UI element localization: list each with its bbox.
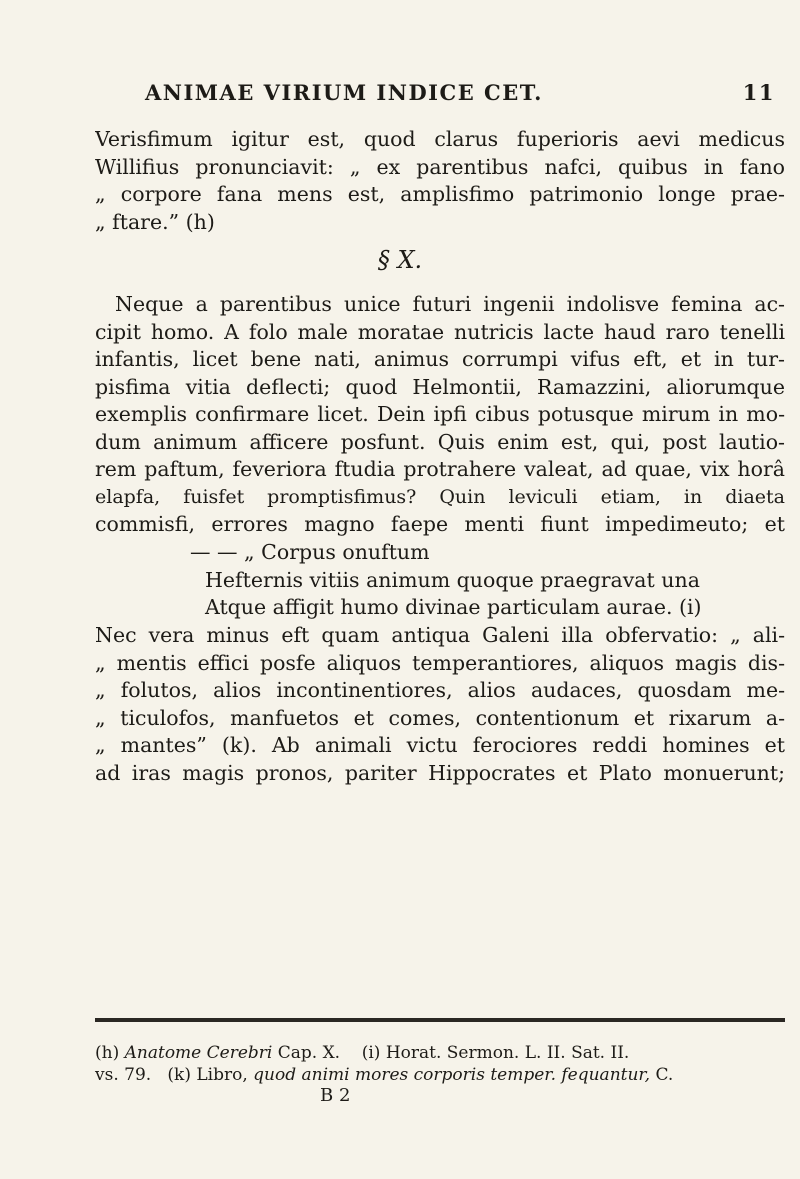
text-line: ad iras magis pronos, pariter Hippocrates et Plato monuerunt; (95, 760, 785, 785)
text-line: „ folutos, alios incontinentiores, alios audaces, quosdam me- (95, 678, 785, 702)
text-line: dum animum afficere posfunt. Quis enim est, qui, post lautio- (95, 429, 785, 454)
footnote-i-ref: Horat. Sermon. L. II. Sat. II. (385, 1043, 630, 1063)
footnote-h-title: Anatome Cerebri (124, 1043, 273, 1063)
text-line: infantis, licet bene nati, animus corrumpi vifus eft, et in tur- (95, 347, 785, 371)
footnotes (95, 1042, 795, 1086)
footnote-h-ref: Cap. X. (277, 1043, 341, 1063)
text-line: commisfi, errores magno faepe menti fiunt impedimeuto; et (95, 512, 785, 536)
text-line: Nec vera minus eft quam antiqua Galeni illa obfervatio: „ ali- (95, 623, 785, 647)
text-line: elapfa, fuisfet promptisfimus? Quin leviculi etiam, in diaeta (95, 485, 785, 508)
footnote-k-ref: Libro, (196, 1065, 248, 1085)
paragraph-3 (95, 622, 785, 787)
footnote-rule (95, 1018, 785, 1022)
verse-quotation (95, 539, 785, 622)
text-line: exemplis confirmare licet. Dein ipfi cibus potusque mirum in mo- (95, 402, 785, 426)
section-heading: § X. (377, 246, 423, 274)
paragraph-1 (95, 126, 785, 236)
text-line: Verisfimum igitur est, quod clarus fuperioris aevi medicus (95, 127, 785, 151)
text-line: „ mantes” (k). Ab animali victu ferociores reddi homines et (95, 733, 785, 757)
paragraph-2 (95, 291, 785, 539)
verse-line: Hefternis vitiis animum quoque praegravat una (205, 567, 700, 592)
footnote-i-cont: vs. 79. (95, 1065, 152, 1085)
footnote-line (95, 1042, 795, 1064)
running-head-title: ANIMAE VIRIUM INDICE CET. (145, 80, 543, 105)
footnote-k-end: C. (655, 1065, 674, 1085)
footnote-i-mark: (i) (361, 1043, 381, 1063)
footnote-line (95, 1064, 795, 1086)
verse-line: — — „ Corpus onuftum (190, 540, 430, 564)
text-line: „ ftare.” (h) (95, 209, 215, 234)
page-number: 11 (742, 80, 775, 105)
text-line: „ mentis effici posfe aliquos temperantiores, aliquos magis dis- (95, 650, 785, 675)
running-head (145, 80, 775, 110)
text-line: Willifius pronunciavit: „ ex parentibus nafci, quibus in fano (95, 154, 785, 179)
footnote-k-title: quod animi mores corporis temper. fequantur, (253, 1065, 651, 1085)
text-line: Neque a parentibus unice futuri ingenii indolisve femina ac- (115, 292, 785, 316)
text-line: rem paftum, feveriora ftudia protrahere valeat, ad quae, vix horâ (95, 457, 785, 481)
text-line: cipit homo. A folo male moratae nutricis lacte haud raro tenelli (95, 319, 785, 344)
verse-line: Atque affigit humo divinae particulam aurae. (i) (205, 595, 702, 619)
text-line: „ corpore fana mens est, amplisfimo patrimonio longe prae- (95, 182, 785, 206)
footnote-k-mark: (k) (167, 1065, 191, 1085)
text-line: pisfima vitia deflecti; quod Helmontii, Ramazzini, aliorumque (95, 374, 785, 399)
signature-mark: B 2 (320, 1085, 351, 1106)
footnote-h-mark: (h) (95, 1043, 120, 1063)
text-line: „ ticulofos, manfuetos et comes, contentionum et rixarum a- (95, 705, 785, 730)
